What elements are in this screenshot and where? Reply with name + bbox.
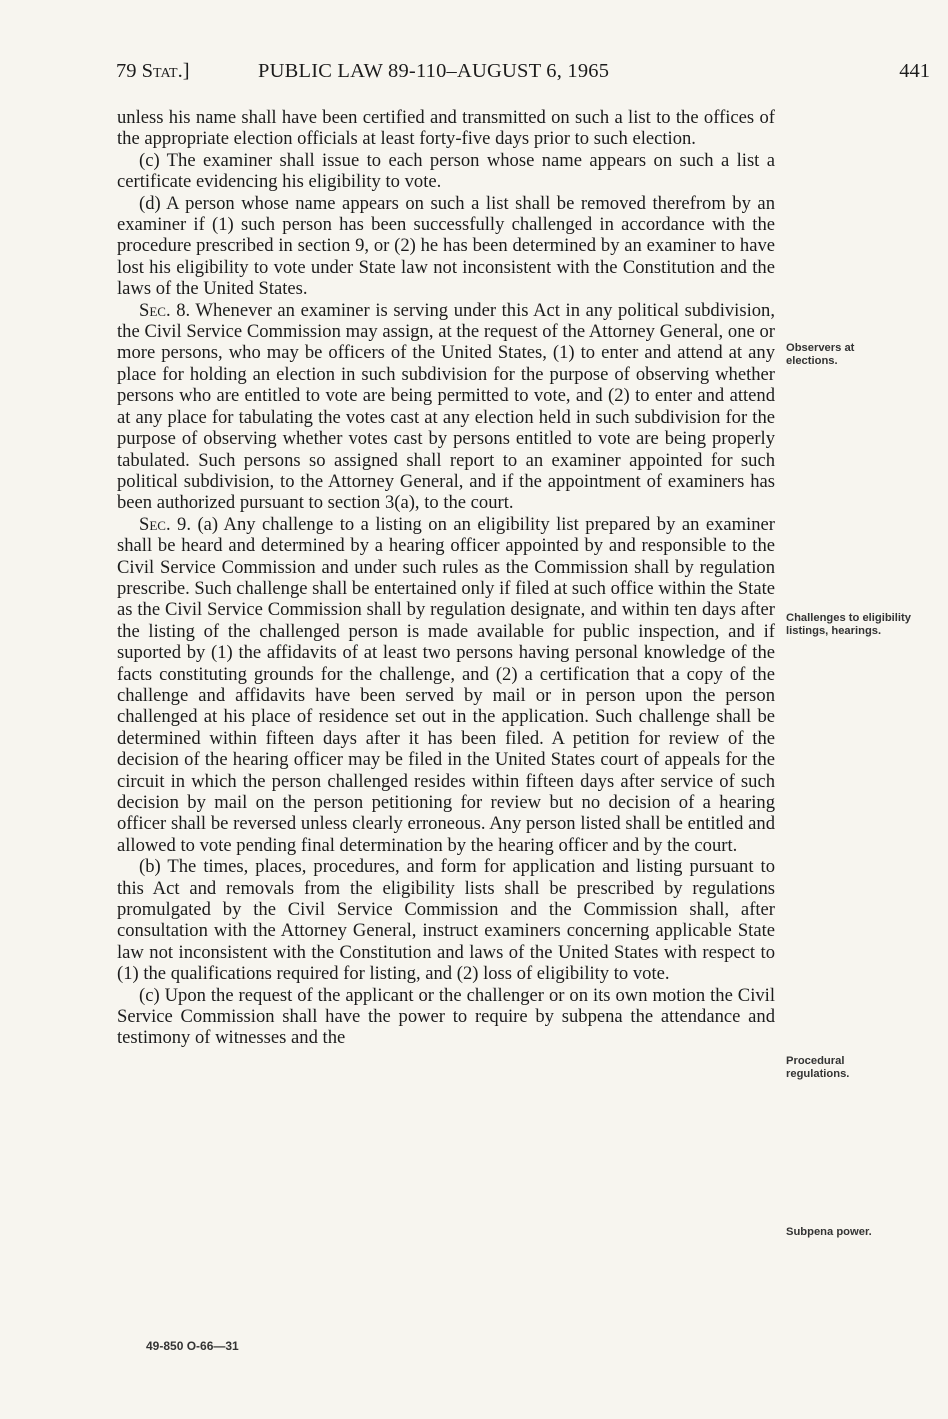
page-title: PUBLIC LAW 89-110–AUGUST 6, 1965 — [258, 60, 610, 82]
section-9a-text: (a) Any challenge to a listing on an eligibility list prepared by an examiner shall be heard and determined by a hearing officer appointed by and responsible to the Civil Service Commission and under such rules as the Commission shall by regulation prescribe. Such challenge shall be entertained only if filed at such office within the State as the Civil Service Commission shall by regulation designate, and within ten days after the listing of the challenged person is made available for public inspection, and if suported by (1) the affidavits of at least two persons having personal knowledge of the facts constituting grounds for the challenge, and (2) a certification that a copy of the challenge and affidavits have been served by mail or in person upon the person challenged at his place of residence set out in the application. Such challenge shall be determined within fifteen days after it has been filed. A petition for review of the decision of the hearing officer may be filed in the United States court of appeals for the circuit in which the person challenged resides within fifteen days after service of such decision by mail on the person petitioning for review but no decision of a hearing officer shall be reversed unless clearly erroneous. Any person listed shall be entitled and allowed to vote pending final determination by the hearing officer and by the court. — [117, 513, 776, 856]
page-number: 441 — [899, 60, 930, 82]
paragraph-9c: (c) Upon the request of the applicant or the challenger or on its own motion the Civil Service Commission shall have the power to require by subpena the attendance and testimony of witnesses and the — [117, 984, 775, 1049]
section-8-text: Whenever an examiner is serving under this Act in any political subdivision, the Civil Service Commission may assign, at the request of the Attorney General, one or more persons, who may be officers of the United States, (1) to enter and attend at any place for holding an election in such subdivision for the purpose of observing whether persons who are entitled to vote are being permitted to vote, and (2) to enter and attend at any place for tabulating the votes cast at any election held in such subdivision for the purpose of observing whether votes cast by persons entitled to vote are being properly tabulated. Such persons so assigned shall report to an examiner appointed for such political subdivision, to the Attorney General, and if the appointment of examiners has been authorized pursuant to section 3(a), to the court. — [117, 299, 775, 514]
stat-label: Stat. — [141, 60, 183, 82]
stat-number: 79 — [116, 60, 137, 82]
section-9-label: Sec. 9. — [139, 513, 192, 535]
margin-note-procedural: Procedural regulations. — [786, 1055, 850, 1080]
statute-reference — [116, 60, 190, 83]
page-header — [116, 60, 930, 90]
section-8 — [117, 300, 775, 514]
margin-note-subpena: Subpena power. — [786, 1226, 872, 1238]
body-text — [117, 107, 775, 1049]
paragraph-7c: (c) The examiner shall issue to each person whose name appears on such a list a certificate evidencing his eligibility to vote. — [117, 149, 775, 193]
paragraph-continuation: unless his name shall have been certified and transmitted on such a list to the offices of the appropriate election officials at least forty-five days prior to such election. — [117, 107, 775, 150]
paragraph-9b: (b) The times, places, procedures, and form for application and listing pursuant to this Act and removals from the eligibility lists shall be prescribed by regulations promulgated by the Civil Service Commission and the Commission shall, after consultation with the Attorney General, instruct examiners concerning applicable State law not inconsistent with the Constitution and laws of the United States with respect to (1) the qualifications required for listing, and (2) loss of eligibility to vote. — [117, 856, 775, 985]
stat-bracket: ] — [182, 60, 190, 82]
margin-note-challenges: Challenges to eligibility listings, hearings. — [786, 612, 911, 637]
section-8-label: Sec. 8. — [139, 299, 191, 321]
paragraph-7d: (d) A person whose name appears on such a list shall be removed therefrom by an examiner if (1) such person has been successfully challenged in accordance with the procedure prescribed in section 9, or (2) he has been determined by an examiner to have lost his eligibility to vote under State law not inconsistent with the Constitution and the laws of the United States. — [117, 192, 775, 300]
footer-print-code: 49-850 O-66—31 — [146, 1339, 239, 1353]
section-9a — [117, 514, 775, 857]
margin-note-observers: Observers at elections. — [786, 342, 855, 367]
